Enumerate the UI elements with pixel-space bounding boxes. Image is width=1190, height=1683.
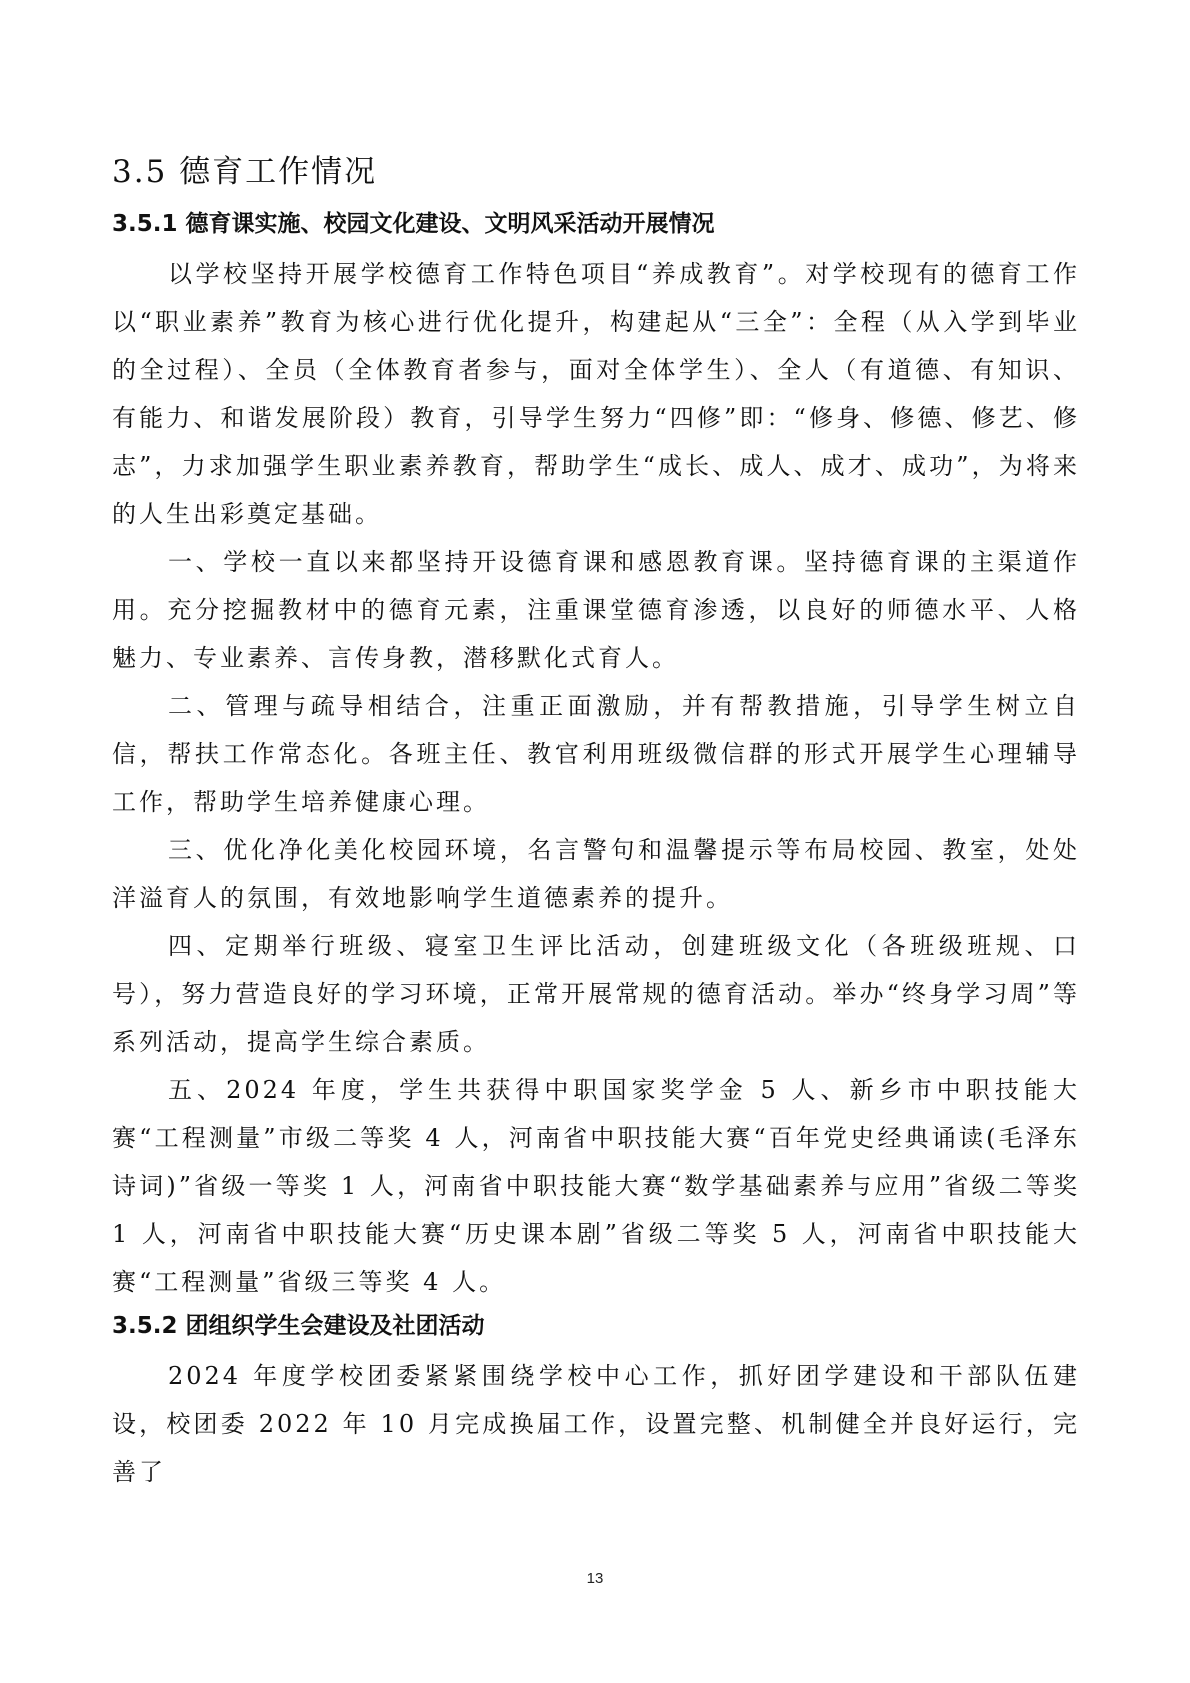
section-heading: 3.5 德育工作情况 (112, 154, 378, 190)
page-number: 13 (586, 1570, 604, 1587)
paragraph-league-intro: 2024 年度学校团委紧紧围绕学校中心工作，抓好团学建设和干部队伍建设，校团委 2022 年 10 月完成换届工作，设置完整、机制健全并良好运行，完善了 (112, 1362, 1080, 1486)
paragraph-item-2: 二、管理与疏导相结合，注重正面激励，并有帮教措施，引导学生树立自信，帮扶工作常态化。各班主任、教官利用班级微信群的形式开展学生心理辅导工作，帮助学生培养健康心理。 (112, 692, 1080, 816)
paragraph-item-4: 四、定期举行班级、寝室卫生评比活动，创建班级文化（各班级班规、口号），努力营造良好的学习环境，正常开展常规的德育活动。举办“终身学习周”等系列活动，提高学生综合素质。 (112, 932, 1080, 1056)
paragraph-item-5: 五、2024 年度，学生共获得中职国家奖学金 5 人、新乡市中职技能大赛“工程测量”市级二等奖 4 人，河南省中职技能大赛“百年党史经典诵读(毛泽东诗词)”省级一等奖 1 人，河南省中职技能大赛“数学基础素养与应用”省级二等奖 1 人，河南省中职技能大赛“历史课本剧”省级二等奖 5 人，河南省中职技能大赛“工程测量”省级三等奖 4 人。 (112, 1076, 1080, 1296)
subsection-heading-3-5-1: 3.5.1 德育课实施、校园文化建设、文明风采活动开展情况 (112, 211, 715, 237)
subsection-heading-3-5-2: 3.5.2 团组织学生会建设及社团活动 (112, 1313, 485, 1339)
paragraph-item-1: 一、学校一直以来都坚持开设德育课和感恩教育课。坚持德育课的主渠道作用。充分挖掘教材中的德育元素，注重课堂德育渗透，以良好的师德水平、人格魅力、专业素养、言传身教，潜移默化式育人。 (112, 548, 1080, 672)
paragraph-item-3: 三、优化净化美化校园环境，名言警句和温馨提示等布局校园、教室，处处洋溢育人的氛围，有效地影响学生道德素养的提升。 (112, 836, 1080, 912)
page-content (112, 150, 1080, 1496)
paragraph-intro: 以学校坚持开展学校德育工作特色项目“养成教育”。对学校现有的德育工作以“职业素养”教育为核心进行优化提升，构建起从“三全”：全程（从入学到毕业的全过程）、全员（全体教育者参与，面对全体学生）、全人（有道德、有知识、有能力、和谐发展阶段）教育，引导学生努力“四修”即：“修身、修德、修艺、修志”，力求加强学生职业素养教育，帮助学生“成长、成人、成才、成功”，为将来的人生出彩奠定基础。 (112, 260, 1080, 528)
